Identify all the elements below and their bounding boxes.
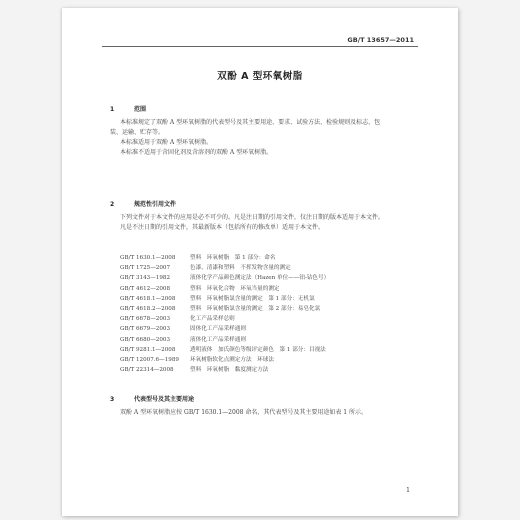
header-rule xyxy=(102,46,418,47)
reference-item xyxy=(120,284,420,294)
reference-item xyxy=(120,294,420,304)
reference-item xyxy=(120,253,420,263)
reference-item xyxy=(120,304,420,314)
paragraph: 双酚 A 型环氧树脂应按 GB/T 1630.1—2008 命名，其代表型号及其主要用途如表 1 所示。 xyxy=(120,409,367,416)
reference-code: GB/T 4618.2—2008 xyxy=(120,305,176,312)
reference-code: GB/T 4612—2008 xyxy=(120,285,171,292)
reference-item xyxy=(120,314,420,324)
document-title: 双酚 A 型环氧树脂 xyxy=(217,71,303,82)
reference-item xyxy=(120,365,420,375)
section-heading-normative-references xyxy=(110,199,176,208)
paragraph: 本标准规定了双酚 A 型环氧树脂的代表型号及其主要用途、要求、试验方法、检验规则及标志、包 xyxy=(120,119,381,126)
reference-title: 塑料 环氧化合物 环氧当量的测定 xyxy=(190,285,280,292)
reference-title: 色漆、清漆和塑料 不挥发物含量的测定 xyxy=(190,265,291,272)
reference-item xyxy=(120,355,420,365)
reference-code: GB/T 6678—2003 xyxy=(120,316,171,323)
reference-list xyxy=(120,253,420,375)
section-heading-scope xyxy=(110,104,146,113)
reference-title: 塑料 环氧树脂 黏度测定方法 xyxy=(190,367,269,374)
reference-item xyxy=(120,273,420,283)
paragraph: 本标准适用于双酚 A 型环氧树脂。 xyxy=(120,139,213,146)
reference-title: 化工产品采样总则 xyxy=(190,316,235,323)
reference-title: 液体化学产品颜色测定法（Hazen 单位——铂-钴色号） xyxy=(190,275,330,282)
document-page xyxy=(62,8,458,516)
reference-item xyxy=(120,335,420,345)
reference-title: 液体化工产品采样通则 xyxy=(190,336,246,343)
reference-item xyxy=(120,324,420,334)
reference-item xyxy=(120,263,420,273)
reference-code: GB/T 3143—1982 xyxy=(120,275,171,282)
standard-number: GB/T 13657—2011 xyxy=(347,36,414,44)
section-number: 1 xyxy=(110,106,115,113)
section-number: 3 xyxy=(110,396,115,403)
reference-code: GB/T 6679—2003 xyxy=(120,326,171,333)
reference-title: 环氧树脂软化点测定方法 环球法 xyxy=(190,356,274,363)
section-number: 2 xyxy=(110,201,115,208)
reference-code: GB/T 12007.6—1989 xyxy=(120,356,179,363)
reference-title: 固体化工产品采样通则 xyxy=(190,326,246,333)
page-number: 1 xyxy=(406,487,410,494)
reference-code: GB/T 1725—2007 xyxy=(120,265,171,272)
reference-code: GB/T 22314—2008 xyxy=(120,367,174,374)
reference-title: 塑料 环氧树脂氯含量的测定 第 1 部分：无机氯 xyxy=(190,295,315,302)
reference-title: 塑料 环氧树脂氯含量的测定 第 2 部分：易皂化氯 xyxy=(190,305,321,312)
section-title: 规范性引用文件 xyxy=(134,201,177,208)
reference-title: 塑料 环氧树脂 第 1 部分：命名 xyxy=(190,255,276,261)
reference-code: GB/T 4618.1—2008 xyxy=(120,295,176,302)
reference-code: GB/T 9281.1—2008 xyxy=(120,346,176,353)
paragraph: 装、运输、贮存等。 xyxy=(110,129,165,136)
reference-title: 透明液体 加氏颜色等级评定颜色 第 1 部分：目视法 xyxy=(190,346,326,353)
paragraph: 凡是不注日期的引用文件，其最新版本（包括所有的修改单）适用于本文件。 xyxy=(120,224,325,231)
section-title: 范围 xyxy=(134,106,147,113)
paragraph: 下列文件对于本文件的应用是必不可少的。凡是注日期的引用文件，仅注日期的版本适用于本文件。 xyxy=(120,214,385,221)
paragraph: 本标准不适用于含固化剂及含溶剂的双酚 A 型环氧树脂。 xyxy=(120,149,273,156)
reference-code: GB/T 6680—2003 xyxy=(120,336,171,343)
section-title: 代表型号及其主要用途 xyxy=(134,396,195,403)
reference-code: GB/T 1630.1—2008 xyxy=(120,255,176,261)
section-heading-representative-types xyxy=(110,394,194,403)
reference-item xyxy=(120,345,420,355)
